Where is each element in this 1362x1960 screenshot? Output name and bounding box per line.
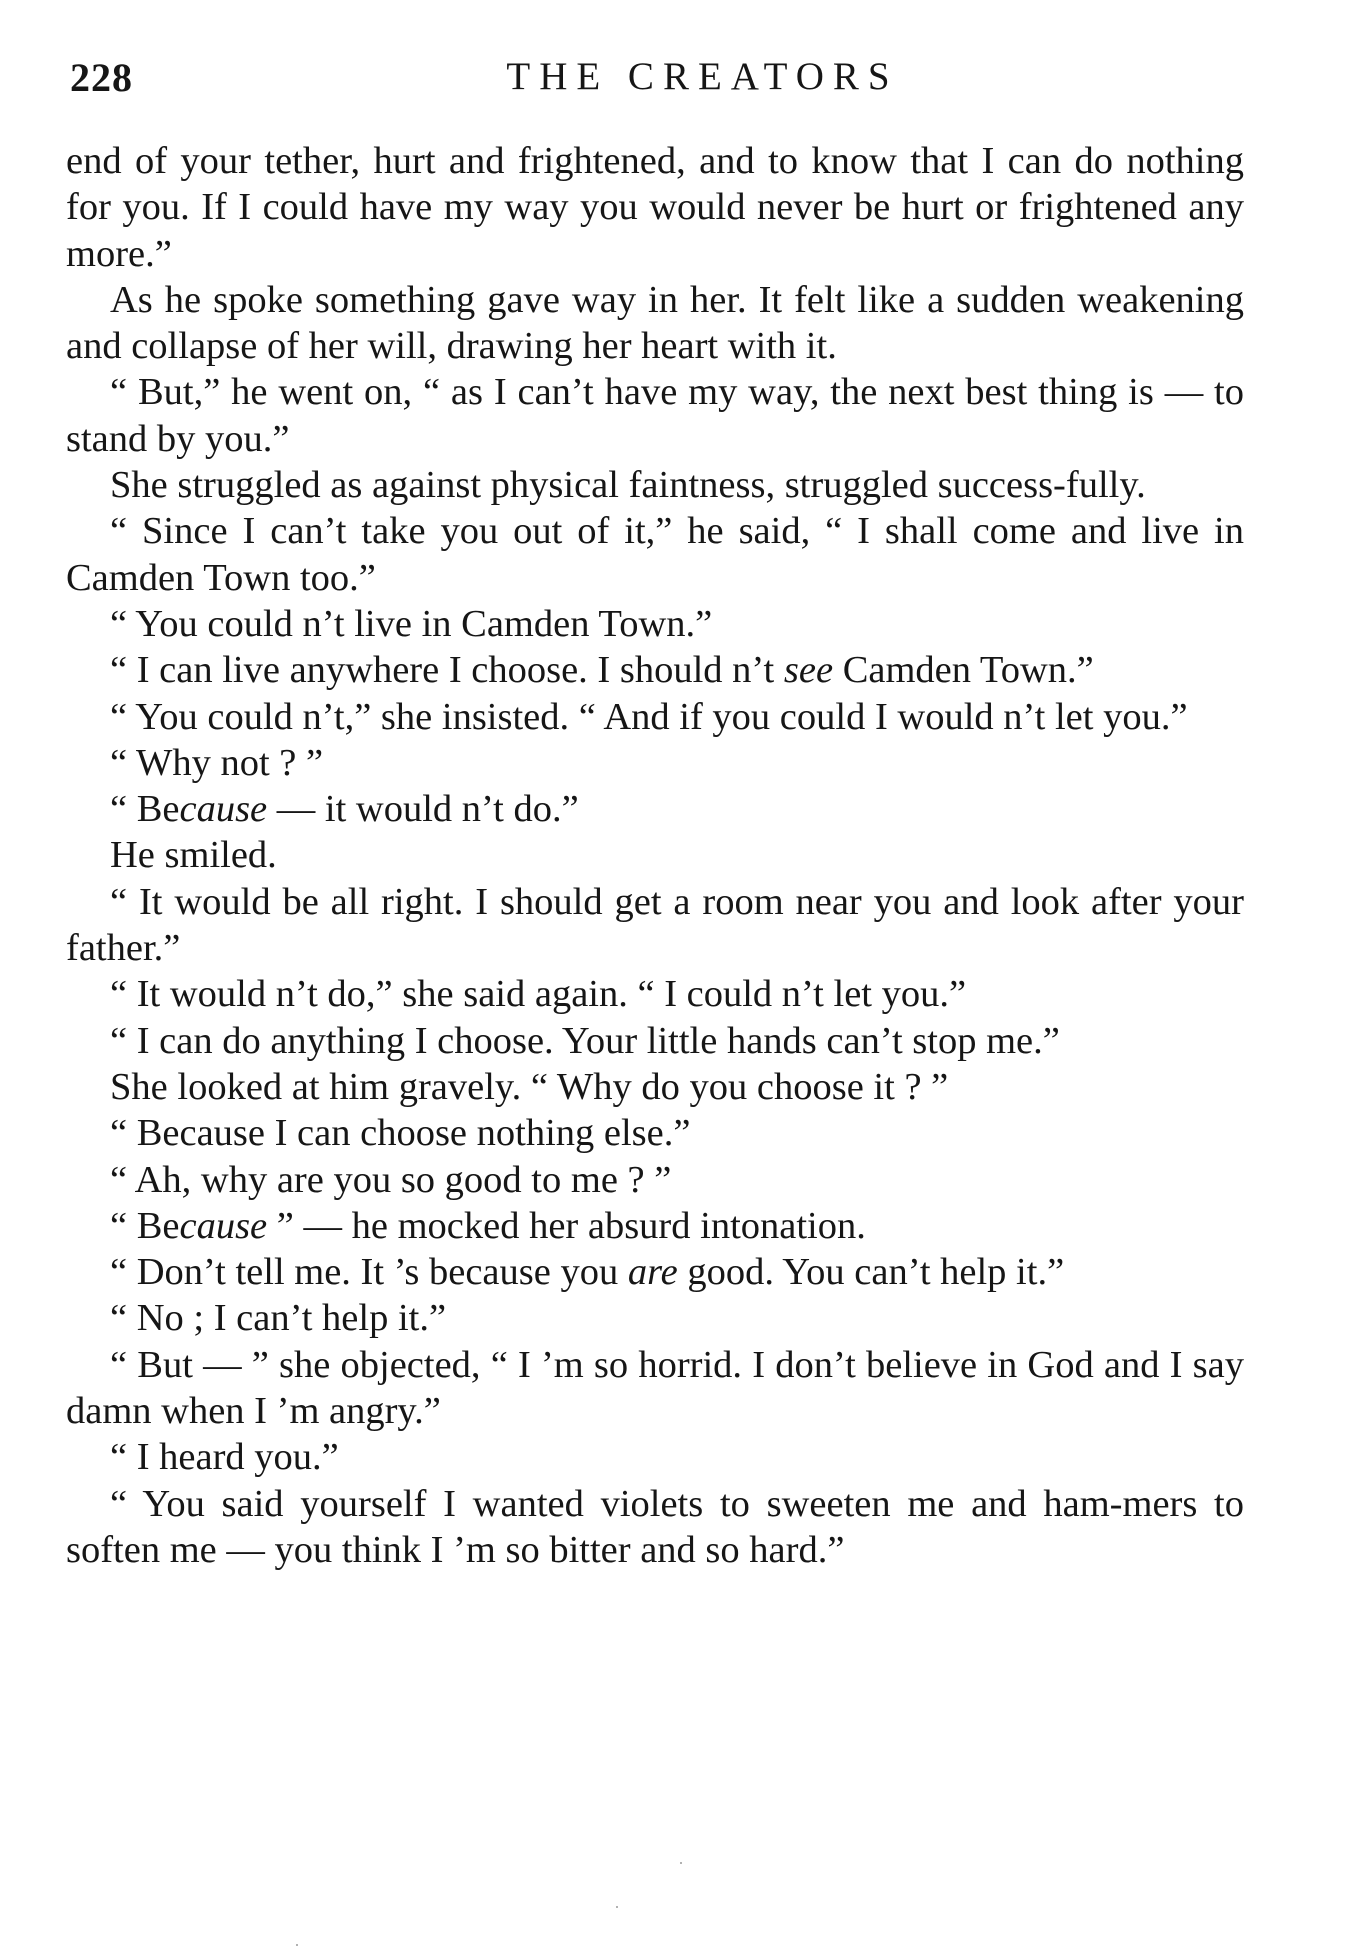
paragraph: [66, 1203, 1244, 1249]
paragraph: “ You could n’t,” she insisted. “ And if you could I would n’t let you.”: [110, 695, 1188, 738]
emphasis: cause: [179, 1204, 268, 1247]
text-run: “ I can live anywhere I choose. I should n’t: [110, 649, 784, 692]
paragraph: “ It would n’t do,” she said again. “ I could n’t let you.”: [110, 973, 967, 1016]
paragraph: [66, 786, 1244, 832]
body-text: [66, 138, 1244, 1573]
print-speck: [616, 1906, 618, 1908]
paragraph: [66, 1249, 1244, 1295]
paragraph: end of your tether, hurt and frightened, and to know that I can do nothing for you. If I could have my way you would never be hurt or frightened any more.”: [66, 140, 1244, 275]
print-speck: [680, 1862, 682, 1864]
paragraph: She struggled as against physical faintness, struggled success-fully.: [110, 464, 1146, 507]
emphasis: see: [783, 649, 834, 692]
paragraph: “ But,” he went on, “ as I can’t have my way, the next best thing is — to stand by you.”: [66, 371, 1244, 460]
paragraph: “ But — ” she objected, “ I ’m so horrid. I don’t believe in God and I say damn when I ’m angry.”: [66, 1343, 1244, 1433]
page-number: 228: [70, 55, 133, 100]
print-speck: [296, 1944, 298, 1946]
text-run: “ Don’t tell me. It ’s because you: [110, 1251, 628, 1294]
running-head: [70, 54, 1245, 104]
paragraph: “ Ah, why are you so good to me ? ”: [110, 1158, 672, 1201]
text-run: Camden Town.”: [833, 649, 1094, 692]
paragraph: “ Because I can choose nothing else.”: [110, 1112, 691, 1155]
paragraph: [66, 647, 1244, 693]
paragraph: “ You could n’t live in Camden Town.”: [110, 602, 713, 645]
text-run: “ Be: [110, 1204, 180, 1247]
paragraph: “ I heard you.”: [110, 1436, 339, 1479]
paragraph: “ No ; I can’t help it.”: [110, 1297, 447, 1340]
emphasis: cause: [179, 788, 268, 831]
paragraph: “ Since I can’t take you out of it,” he said, “ I shall come and live in Camden Town too.”: [66, 510, 1244, 599]
emphasis: are: [627, 1251, 678, 1294]
text-run: ” — he mocked her absurd intonation.: [267, 1204, 866, 1247]
paragraph: He smiled.: [110, 834, 277, 877]
paragraph: As he spoke something gave way in her. It felt like a sudden weakening and collapse of her will, drawing her heart with it.: [66, 278, 1244, 368]
text-run: — it would n’t do.”: [267, 788, 579, 831]
paragraph: “ Why not ? ”: [110, 741, 324, 784]
paragraph: “ It would be all right. I should get a room near you and look after your father.”: [66, 880, 1244, 970]
text-run: good. You can’t help it.”: [677, 1251, 1065, 1294]
paragraph: She looked at him gravely. “ Why do you choose it ? ”: [110, 1065, 949, 1108]
paragraph: “ I can do anything I choose. Your little hands can’t stop me.”: [110, 1019, 1060, 1062]
running-title: THE CREATORS: [506, 55, 899, 98]
paragraph: “ You said yourself I wanted violets to sweeten me and ham-mers to soften me — you think I ’m so bitter and so hard.”: [66, 1482, 1244, 1571]
text-run: “ Be: [110, 788, 180, 831]
